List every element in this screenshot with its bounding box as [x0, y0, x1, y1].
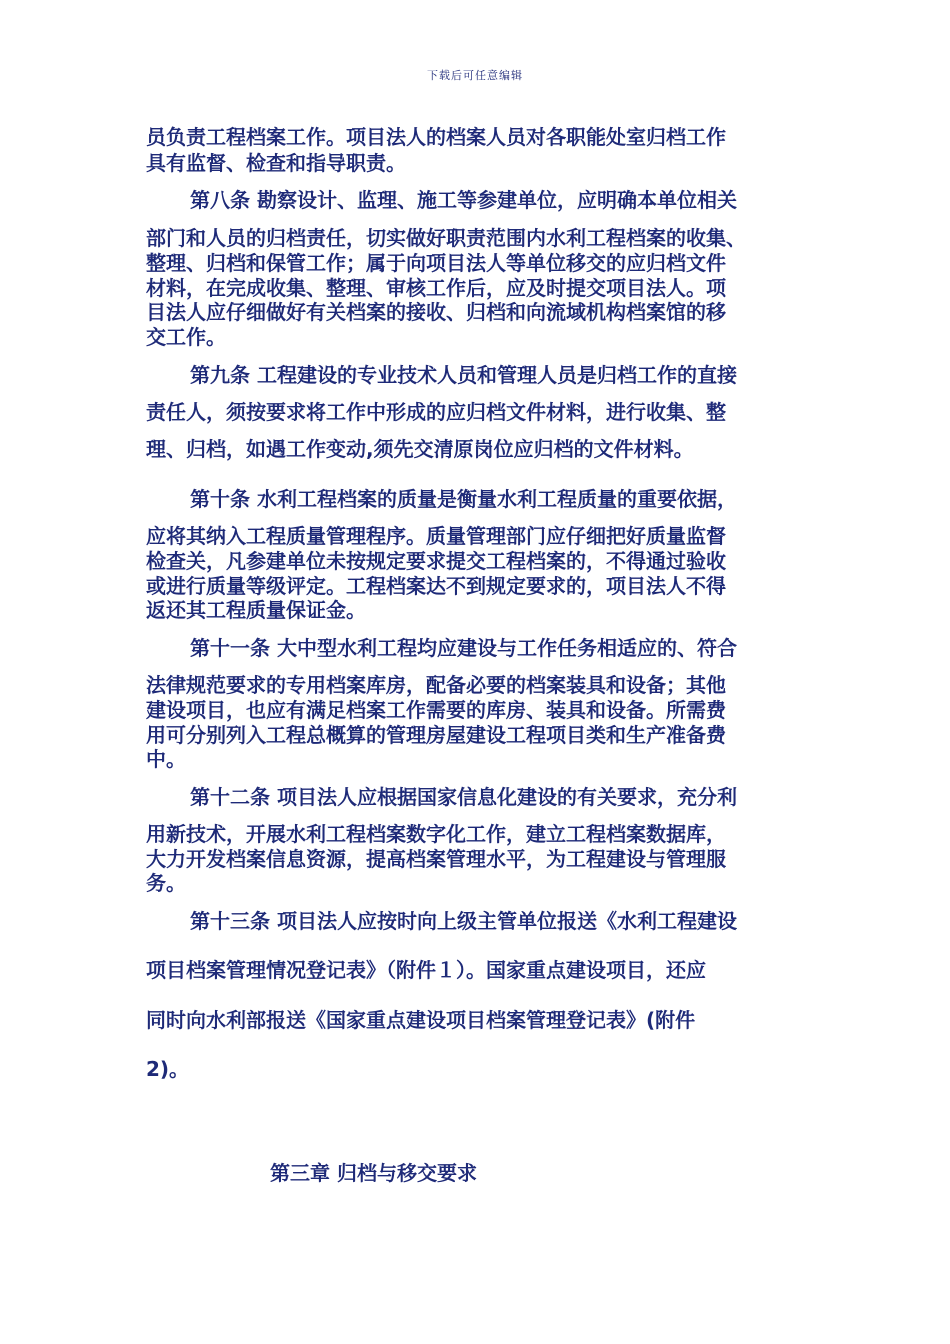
text-line: 中。: [146, 747, 186, 771]
text-line: 整理、归档和保管工作；属于向项目法人等单位移交的应归档文件: [146, 251, 726, 275]
text-line: 检查关，凡参建单位未按规定要求提交工程档案的，不得通过验收: [146, 549, 726, 573]
chapter-title: 第三章 归档与移交要求: [270, 1161, 477, 1185]
text-line: 用新技术，开展水利工程档案数字化工作，建立工程档案数据库，: [146, 822, 726, 846]
article-10-heading-line: 第十条 水利工程档案的质量是衡量水利工程质量的重要依据，: [190, 487, 737, 511]
text-line: 返还其工程质量保证金。: [146, 598, 366, 622]
article-11-heading-line: 第十一条 大中型水利工程均应建设与工作任务相适应的、符合: [190, 636, 737, 660]
text-line: 具有监督、检查和指导职责。: [146, 151, 406, 175]
article-13-heading-line: 第十三条 项目法人应按时向上级主管单位报送《水利工程建设: [190, 909, 737, 933]
article-9-heading-line: 第九条 工程建设的专业技术人员和管理人员是归档工作的直接: [190, 363, 737, 387]
text-line: 应将其纳入工程质量管理程序。质量管理部门应仔细把好质量监督: [146, 524, 726, 548]
text-line: 或进行质量等级评定。工程档案达不到规定要求的，项目法人不得: [146, 574, 726, 598]
text-line: 务。: [146, 871, 186, 895]
text-line: 2)。: [146, 1057, 190, 1081]
text-line: 理、归档，如遇工作变动,须先交清原岗位应归档的文件材料。: [146, 437, 694, 461]
text-line: 员负责工程档案工作。项目法人的档案人员对各职能处室归档工作: [146, 125, 726, 149]
text-line: 法律规范要求的专用档案库房，配备必要的档案装具和设备；其他: [146, 673, 726, 697]
article-8-heading-line: 第八条 勘察设计、监理、施工等参建单位，应明确本单位相关: [190, 188, 737, 212]
text-line: 同时向水利部报送《国家重点建设项目档案管理登记表》(附件: [146, 1008, 696, 1032]
text-line: 大力开发档案信息资源，提高档案管理水平，为工程建设与管理服: [146, 847, 726, 871]
article-12-heading-line: 第十二条 项目法人应根据国家信息化建设的有关要求，充分利: [190, 785, 737, 809]
text-line: 材料，在完成收集、整理、审核工作后，应及时提交项目法人。项: [146, 276, 726, 300]
text-line: 用可分别列入工程总概算的管理房屋建设工程项目类和生产准备费: [146, 723, 726, 747]
text-line: 责任人，须按要求将工作中形成的应归档文件材料，进行收集、整: [146, 400, 726, 424]
text-line: 交工作。: [146, 325, 226, 349]
page-header: 下载后可任意编辑: [427, 69, 523, 82]
text-line: 项目档案管理情况登记表》（附件１）。国家重点建设项目，还应: [146, 958, 706, 982]
text-line: 部门和人员的归档责任，切实做好职责范围内水利工程档案的收集、: [146, 226, 746, 250]
text-line: 目法人应仔细做好有关档案的接收、归档和向流域机构档案馆的移: [146, 300, 726, 324]
text-line: 建设项目，也应有满足档案工作需要的库房、装具和设备。所需费: [146, 698, 726, 722]
